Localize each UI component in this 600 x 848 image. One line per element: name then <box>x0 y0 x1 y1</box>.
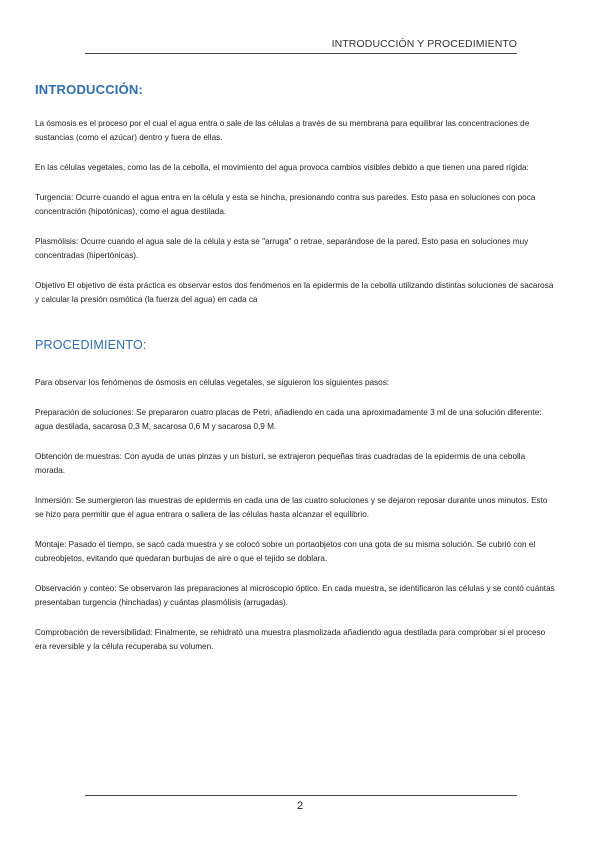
intro-paragraph-turgencia: Turgencia: Ocurre cuando el agua entra en la célula y esta se hincha, presionando contra sus paredes. Esto pasa en soluciones con poca concentración (hipotónicas), como el agua destilada. <box>35 193 536 216</box>
intro-paragraph-plasmolisis: Plasmólisis: Ocurre cuando el agua sale de la célula y esta se "arruga" o retrae, separándose de la pared. Esto pasa en soluciones muy concentradas (hipertónicas). <box>35 237 529 260</box>
procedure-step-inmersion: Inmersión: Se sumergieron las muestras de epidermis en cada una de las cuatro soluciones y se dejaron reposar durante unos minutos. Esto se hizo para permitir que el agua entrara o saliera de las células hasta alcanzar el equilibrio. <box>35 496 548 519</box>
procedure-step-comprobacion: Comprobación de reversibilidad: Finalmente, se rehidrató una muestra plasmolizada añadiendo agua destilada para comprobar si el proceso era reversible y la célula recuperaba su volumen. <box>35 628 546 651</box>
procedure-step-obtencion: Obtención de muestras: Con ayuda de unas pinzas y un bisturí, se extrajeron pequeñas tiras cuadradas de la epidermis de una cebolla morada. <box>35 452 526 475</box>
document-body <box>35 82 555 670</box>
procedure-step-montaje: Montaje: Pasado el tiempo, se sacó cada muestra y se colocó sobre un portaobjetos con una gota de su misma solución. Se cubrió con el cubreobjetos, evitando que quedaran burbujas de aire o que el tejido se doblara. <box>35 540 536 563</box>
procedure-heading: PROCEDIMIENTO: <box>35 338 147 352</box>
procedure-paragraph-intro: Para observar los fenómenos de ósmosis en células vegetales, se siguieron los siguientes pasos: <box>35 378 390 387</box>
footer-divider <box>85 795 517 796</box>
page-header: INTRODUCCIÓN Y PROCEDIMIENTO <box>85 38 517 54</box>
procedure-step-preparacion: Preparación de soluciones: Se prepararon cuatro placas de Petri, añadiendo en cada una aproximadamente 3 ml de una solución diferente: agua destilada, sacarosa 0,3 M, sacarosa 0,6 M y sacarosa 0,9 M. <box>35 408 542 431</box>
procedure-step-observacion: Observación y conteo: Se observaron las preparaciones al microscopio óptico. En cada muestra, se identificaron las células y se contó cuántas presentaban turgencia (hinchadas) y cuántas plasmólisis (arrugadas). <box>35 584 555 607</box>
intro-heading: INTRODUCCIÓN: <box>35 82 144 97</box>
page-number: 2 <box>296 800 304 812</box>
intro-paragraph-objetivo: Objetivo El objetivo de esta práctica es observar estos dos fenómenos en la epidermis de la cebolla utilizando distintas soluciones de sacarosa y calcular la presión osmótica (la fuerza del agua) en cada ca <box>35 281 554 304</box>
intro-paragraph-osmosis: La ósmosis es el proceso por el cual el agua entra o sale de las células a través de su membrana para equilibrar las concentraciones de sustancias (como el azúcar) dentro y fuera de ellas. <box>35 119 530 142</box>
intro-paragraph-plant-cells: En las células vegetales, como las de la cebolla, el movimiento del agua provoca cambios visibles debido a que tienen una pared rígida: <box>35 163 529 172</box>
